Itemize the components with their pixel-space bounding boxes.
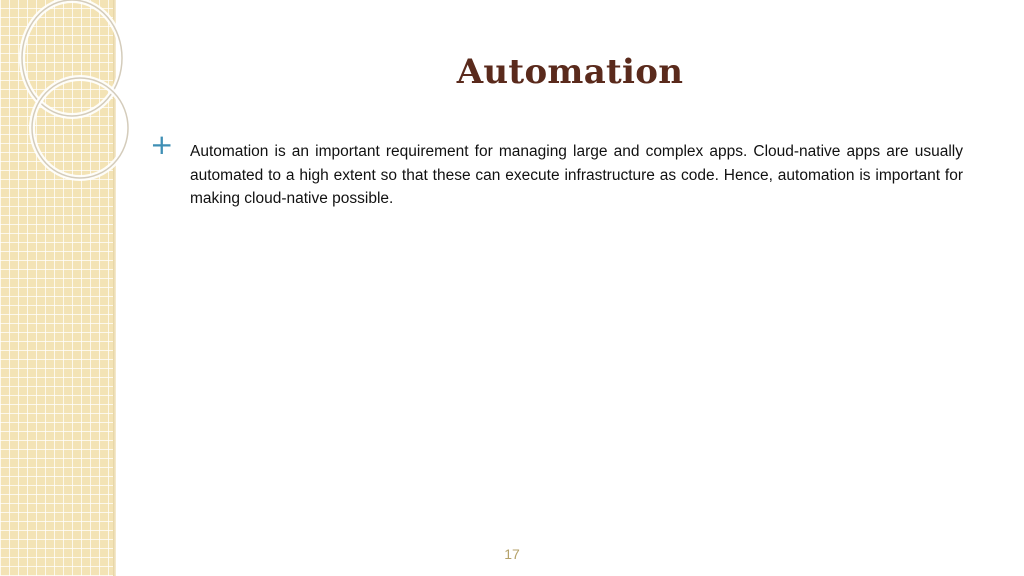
- bullet-text: Automation is an important requirement for managing large and complex apps. Cloud-native apps are usually automated to a high extent so that these can execute infrastructure as code. Hence, automation is important for making cloud-native possible.: [190, 143, 963, 207]
- page-number: 17: [504, 546, 520, 562]
- slide-title: Automation: [456, 52, 684, 92]
- decorative-rings: [0, 0, 140, 200]
- plus-icon: +: [150, 128, 174, 161]
